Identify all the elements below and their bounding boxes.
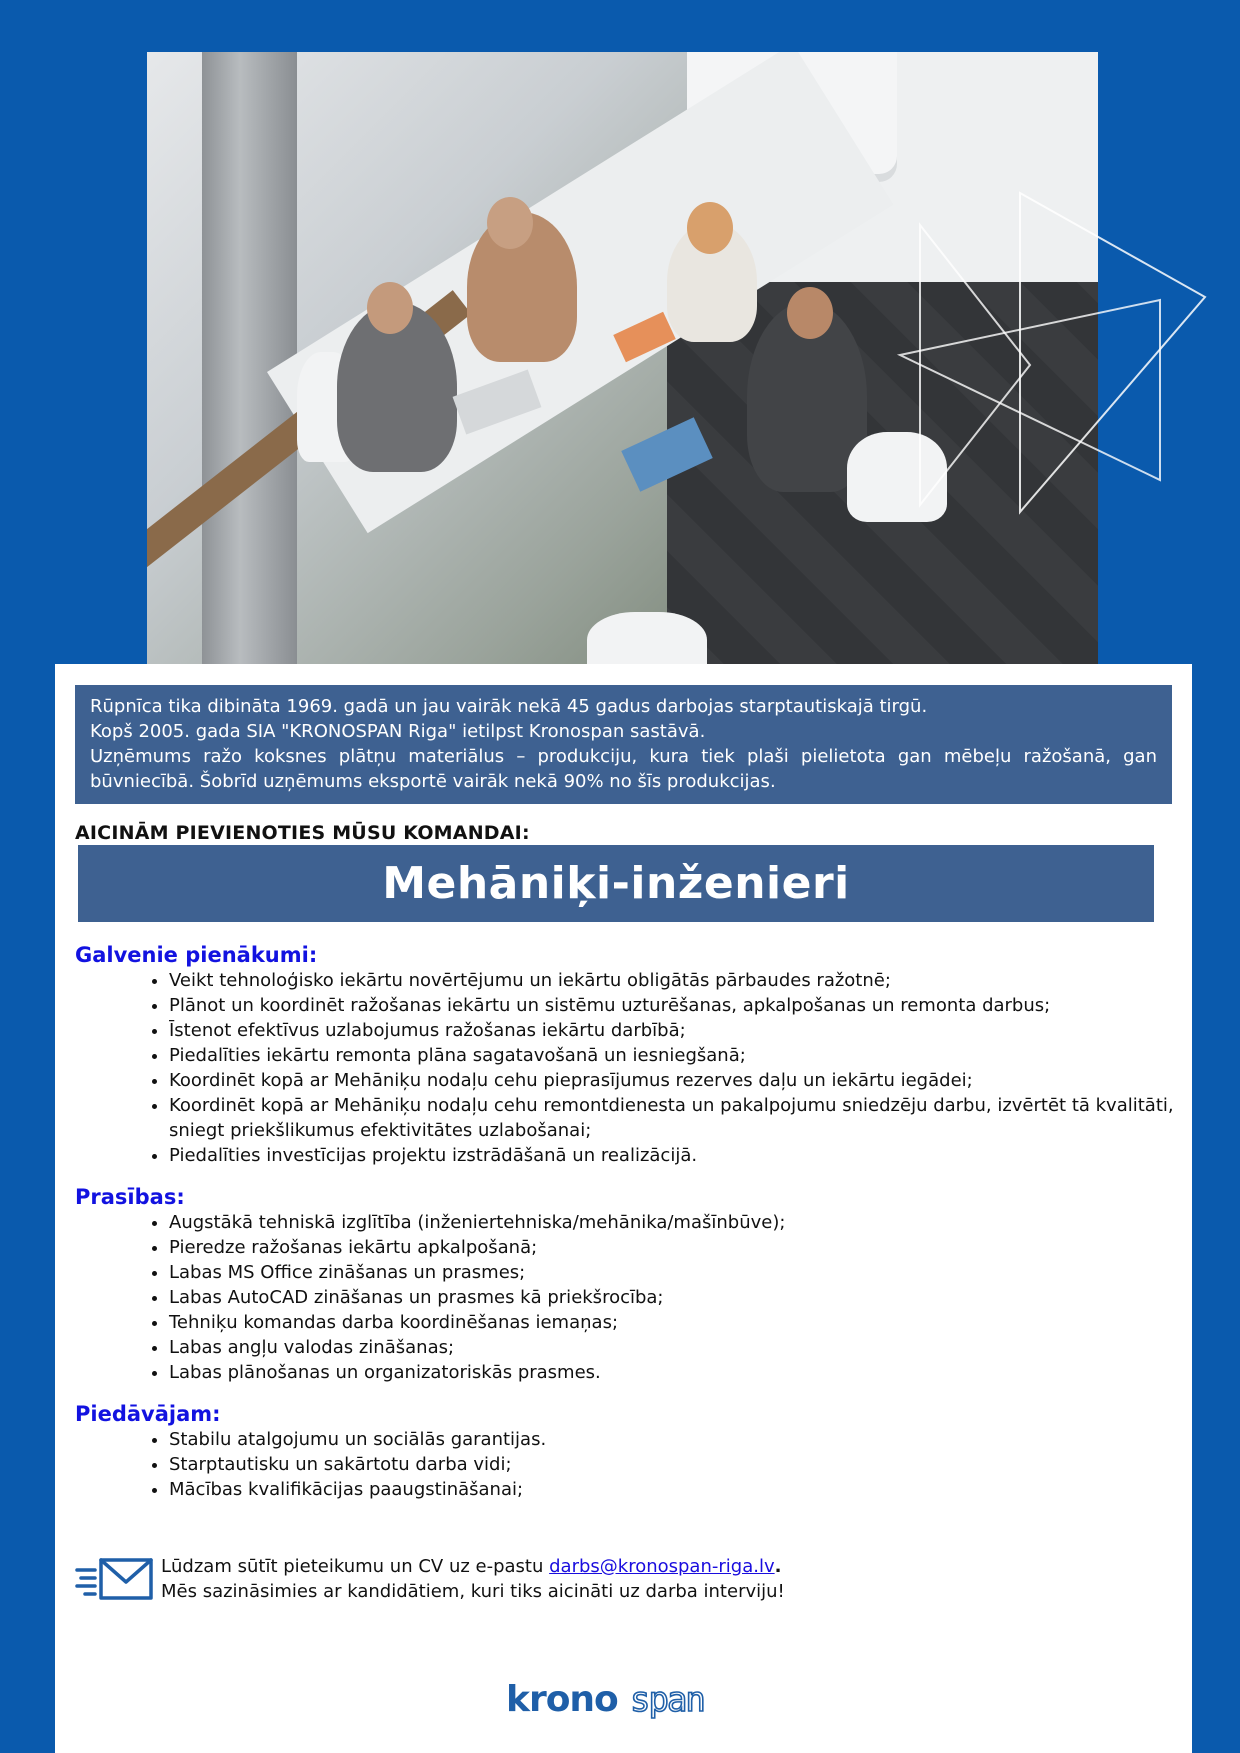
- list-item: • Starptautisku un sakārtotu darba vidi;: [169, 1452, 1175, 1477]
- offer-list: [75, 1427, 1175, 1502]
- contact-suffix: .: [774, 1556, 782, 1577]
- list-item: • Stabilu atalgojumu un sociālās garantijas.: [169, 1427, 1175, 1452]
- list-item: • Koordinēt kopā ar Mehāniķu nodaļu cehu pieprasījumus rezerves daļu un iekārtu iegādei;: [169, 1068, 1175, 1093]
- list-item: • Augstākā tehniskā izglītība (inženiertehniska/mehānika/mašīnbūve);: [169, 1210, 1175, 1235]
- duties-section: [75, 942, 1175, 1168]
- duties-heading: Galvenie pienākumi:: [75, 943, 318, 967]
- intro-line-3: Uzņēmums ražo koksnes plātņu materiālus – produkciju, kura tiek plaši pielietota gan mēbeļu ražošanā, gan būvniecībā. Šobrīd uzņēmums eksportē vairāk nekā 90% no šīs produkcijas.: [90, 746, 1157, 792]
- list-item: • Labas AutoCAD zināšanas un prasmes kā priekšrocība;: [169, 1285, 1175, 1310]
- list-item: • Labas plānošanas un organizatoriskās prasmes.: [169, 1360, 1175, 1385]
- person-head: [687, 202, 733, 254]
- list-item: • Koordinēt kopā ar Mehāniķu nodaļu cehu remontdienesta un pakalpojumu sniedzēju darbu, izvērtēt tā kvalitāti, sniegt priekšlikumus efektivitātes uzlabošanai;: [169, 1093, 1175, 1143]
- list-item: • Īstenot efektīvus uzlabojumus ražošanas iekārtu darbībā;: [169, 1018, 1175, 1043]
- person-head: [367, 282, 413, 334]
- invite-heading: AICINĀM PIEVIENOTIES MŪSU KOMANDAI:: [75, 822, 530, 844]
- intro-line-2: Kopš 2005. gada SIA "KRONOSPAN Riga" ietilpst Kronospan sastāvā.: [90, 721, 706, 742]
- list-item: • Labas angļu valodas zināšanas;: [169, 1335, 1175, 1360]
- list-item: • Mācības kvalifikācijas paaugstināšanai;: [169, 1477, 1175, 1502]
- list-item: • Pieredze ražošanas iekārtu apkalpošanā;: [169, 1235, 1175, 1260]
- offer-section: [75, 1401, 1175, 1502]
- chair: [587, 612, 707, 664]
- email-icon: [75, 1556, 155, 1604]
- offer-heading: Piedāvājam:: [75, 1402, 221, 1426]
- requirements-section: [75, 1184, 1175, 1385]
- intro-line-1: Rūpnīca tika dibināta 1969. gadā un jau vairāk nekā 45 gadus darbojas starptautiskajā tirgū.: [90, 696, 928, 717]
- list-item: • Piedalīties investīcijas projektu izstrādāšanā un realizācijā.: [169, 1143, 1175, 1168]
- contact-block: [75, 1554, 1175, 1614]
- list-item: • Veikt tehnoloģisko iekārtu novērtējumu un iekārtu obligātās pārbaudes ražotnē;: [169, 968, 1175, 993]
- contact-line-2: Mēs sazināsimies ar kandidātiem, kuri tiks aicināti uz darba interviju!: [161, 1581, 785, 1602]
- job-title: Mehāniķi-inženieri: [382, 858, 850, 909]
- person-head: [487, 197, 533, 249]
- content-panel: [55, 664, 1192, 1753]
- requirements-heading: Prasības:: [75, 1185, 185, 1209]
- contact-prefix: Lūdzam sūtīt pieteikumu un CV uz e-pastu: [161, 1556, 550, 1577]
- logo-bold-text: krono: [506, 1679, 618, 1720]
- list-item: • Plānot un koordinēt ražošanas iekārtu un sistēmu uzturēšanas, apkalpošanas un remonta darbus;: [169, 993, 1175, 1018]
- person-head: [787, 287, 833, 339]
- company-intro-box: [75, 685, 1172, 804]
- list-item: • Piedalīties iekārtu remonta plāna sagatavošanā un iesniegšanā;: [169, 1043, 1175, 1068]
- contact-text: [161, 1554, 785, 1604]
- list-item: • Tehniķu komandas darba koordinēšanas iemaņas;: [169, 1310, 1175, 1335]
- logo-light-text: span: [630, 1680, 704, 1720]
- email-link[interactable]: darbs@kronospan-riga.lv: [549, 1556, 775, 1577]
- contact-line-1: [161, 1554, 785, 1579]
- decorative-triangles: [870, 185, 1215, 515]
- kronospan-logo: [506, 1679, 746, 1724]
- column: [202, 52, 297, 664]
- duties-list: [75, 968, 1175, 1168]
- requirements-list: [75, 1210, 1175, 1385]
- list-item: • Labas MS Office zināšanas un prasmes;: [169, 1260, 1175, 1285]
- job-title-banner: [78, 845, 1154, 922]
